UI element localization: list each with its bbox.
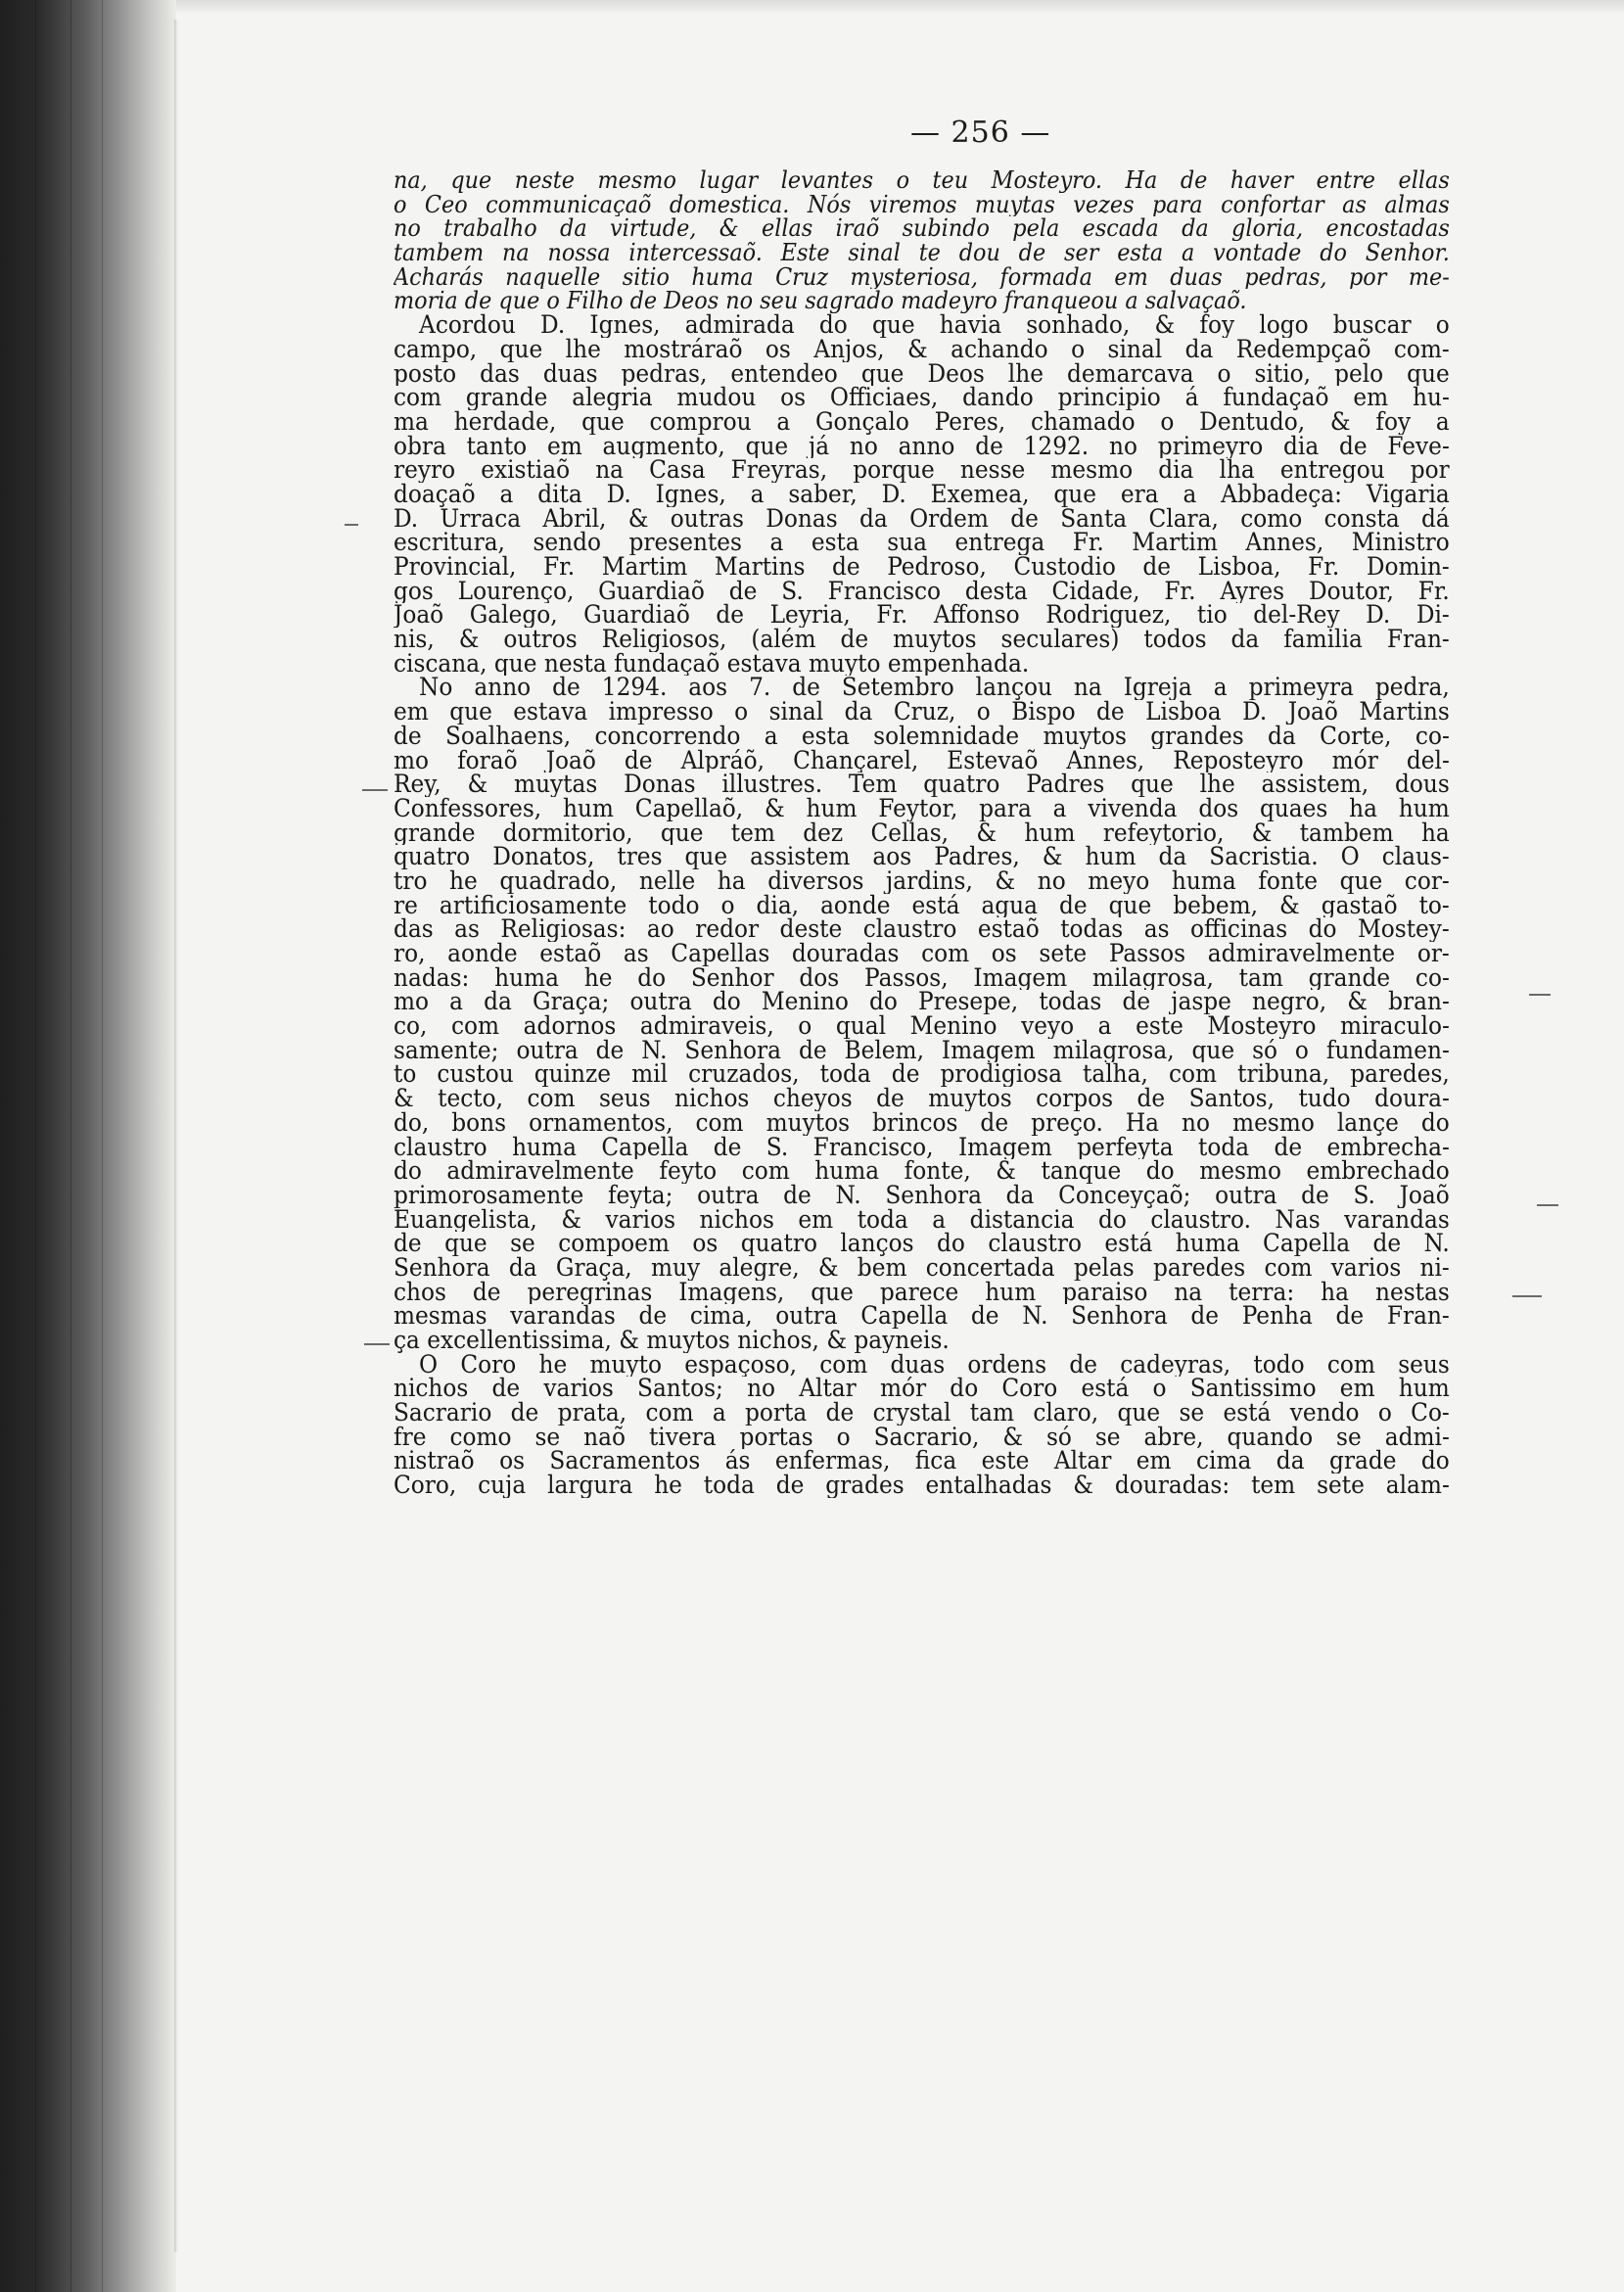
text-line: chos de peregrinas Imagens, que parece hum paraiso na terra: ha nestas [394,1280,1450,1305]
page-number-header: — 256 — [910,116,1051,150]
text-line: nis, & outros Religiosos, (além de muytos seculares) todos da familia Fran- [394,628,1450,652]
binding-line [102,0,103,2292]
text-line: Rey, & muytas Donas illustres. Tem quatro Padres que lhe assistem, dous [394,772,1450,797]
text-line: de que se compoem os quatro lanços do claustro está huma Capella de N. [394,1232,1450,1256]
text-line: D. Urraca Abril, & outras Donas da Ordem de Santa Clara, como consta dá [394,506,1450,532]
margin-mark [345,524,358,526]
margin-mark [364,1343,390,1345]
text-line: mesmas varandas de cima, outra Capella de N. Senhora de Penha de Fran- [394,1304,1450,1329]
text-line: nadas: huma he do Senhor dos Passos, Imagem milagrosa, tam grande co- [394,965,1450,991]
page-edge-shadow [174,20,178,2252]
text-line: claustro huma Capella de S. Francisco, Imagem perfeyta toda de embrecha- [394,1135,1450,1160]
text-line: ça excellentissima, & muytos nichos, & payneis. [394,1329,950,1353]
text-line: quatro Donatos, tres que assistem aos Padres, & hum da Sacristia. O claus- [394,845,1450,869]
text-line: Joaõ Galego, Guardiaõ de Leyria, Fr. Affonso Rodriguez, tio del-Rey D. Di- [394,603,1450,629]
text-line: na, que neste mesmo lugar levantes o teu Mosteyro. Ha de haver entre ellas [394,168,1450,193]
margin-mark [1537,1204,1558,1206]
text-line: tambem na nossa intercessaõ. Este sinal te dou de ser esta a vontade do Senhor. [394,241,1450,265]
book-binding-shadow [0,0,176,2292]
text-line: posto das duas pedras, entendeo que Deos lhe demarcava o sitio, pelo que [394,361,1450,387]
text-line: moria de que o Filho de Deos no seu sagrado madeyro franqueou a salvaçaõ. [394,289,1247,314]
text-line: tro he quadrado, nelle ha diversos jardins, & no meyo huma fonte que cor- [394,868,1450,894]
text-line: em que estava impresso o sinal da Cruz, o Bispo de Lisboa D. Joaõ Martins [394,700,1450,725]
text-line: mo foraõ Joaõ de Alpráõ, Chançarel, Estevaõ Annes, Reposteyro mór del- [394,748,1450,773]
top-edge-shadow [176,0,1624,14]
text-line: Acordou D. Ignes, admirada do que havia sonhado, & foy logo buscar o [419,313,1450,338]
text-line: grande dormitorio, que tem dez Cellas, & hum refeytorio, & tambem ha [394,820,1450,846]
text-line: das as Religiosas: ao redor deste claustro estaõ todas as officinas do Mostey- [394,917,1450,942]
text-line: primorosamente feyta; outra de N. Senhora da Conceyçaõ; outra de S. Joaõ [394,1183,1450,1208]
text-line: re artificiosamente todo o dia, aonde está agua de que bebem, & gastaõ to- [394,893,1450,918]
text-line: Senhora da Graça, muy alegre, & bem concertada pelas paredes com varios ni- [394,1255,1450,1281]
text-line: ma herdade, que comprou a Gonçalo Peres, chamado o Dentudo, & foy a [394,409,1450,435]
text-line: samente; outra de N. Senhora de Belem, Imagem milagrosa, que só o fundamen- [394,1038,1450,1063]
text-line: ciscana, que nesta fundaçaõ estava muyto empenhada. [394,651,1030,677]
text-line: campo, que lhe mostráraõ os Anjos, & achando o sinal da Redempçaõ com- [394,337,1450,362]
margin-mark [362,789,388,791]
body-text [394,168,1529,1498]
text-line: nistraõ os Sacramentos ás enfermas, fica este Altar em cima da grade do [394,1449,1450,1474]
text-line: co, com adornos admiraveis, o qual Menino veyo a este Mosteyro miraculo- [394,1014,1450,1039]
text-line: com grande alegria mudou os Officiaes, dando principio á fundaçaõ em hu- [394,386,1450,410]
text-line: doaçaõ a dita D. Ignes, a saber, D. Exemea, que era a Abbadeça: Vigaria [394,482,1450,507]
text-line: Sacrario de prata, com a porta de crystal tam claro, que se está vendo o Co- [394,1401,1450,1426]
text-line: Coro, cuja largura he toda de grades entalhadas & douradas: tem sete alam- [394,1473,1450,1498]
text-line: de Soalhaens, concorrendo a esta solemnidade muytos grandes da Corte, co- [394,724,1450,749]
text-line: Acharás naquelle sitio huma Cruz mysteriosa, formada em duas pedras, por me- [394,264,1450,290]
text-line: to custou quinze mil cruzados, toda de prodigiosa talha, com tribuna, paredes, [394,1062,1450,1088]
text-line: mo a da Graça; outra do Menino do Presepe, todas de jaspe negro, & bran- [394,990,1450,1015]
text-line: escritura, sendo presentes a esta sua entrega Fr. Martim Annes, Ministro [394,531,1450,555]
margin-mark [1529,994,1551,996]
text-line: nichos de varios Santos; no Altar mór do Coro está o Santissimo em hum [394,1377,1450,1402]
text-line: O Coro he muyto espaçoso, com duas ordens de cadeyras, todo com seus [419,1352,1450,1378]
text-line: Euangelista, & varios nichos em toda a distancia do claustro. Nas varandas [394,1207,1450,1233]
text-line: no trabalho da virtude, & ellas iraõ subindo pela escada da gloria, encostadas [394,216,1450,242]
text-line: & tecto, com seus nichos cheyos de muytos corpos de Santos, tudo doura- [394,1087,1450,1111]
text-line: do admiravelmente feyto com huma fonte, & tanque do mesmo embrechado [394,1159,1450,1184]
text-line: o Ceo communicaçaõ domestica. Nós viremos muytas vezes para confortar as almas [394,192,1450,217]
text-line: obra tanto em augmento, que já no anno de 1292. no primeyro dia de Feve- [394,434,1450,459]
text-line: Provincial, Fr. Martim Martins de Pedroso, Custodio de Lisboa, Fr. Domin- [394,555,1450,580]
binding-line [70,0,71,2292]
text-line: No anno de 1294. aos 7. de Setembro lançou na Igreja a primeyra pedra, [419,676,1450,701]
margin-mark [1512,1295,1542,1297]
text-line: Confessores, hum Capellaõ, & hum Feytor, para a vivenda dos quaes ha hum [394,796,1450,821]
text-line: do, bons ornamentos, com muytos brincos de preço. Ha no mesmo lançe do [394,1110,1450,1136]
text-line: fre como se naõ tivera portas o Sacrario, & só se abre, quando se admi- [394,1425,1450,1450]
binding-line [35,0,36,2292]
text-line: gos Lourenço, Guardiaõ de S. Francisco desta Cidade, Fr. Ayres Doutor, Fr. [394,579,1450,604]
text-line: reyro existiaõ na Casa Freyras, porque nesse mesmo dia lha entregou por [394,458,1450,483]
text-line: ro, aonde estaõ as Capellas douradas com os sete Passos admiravelmente or- [394,942,1450,966]
